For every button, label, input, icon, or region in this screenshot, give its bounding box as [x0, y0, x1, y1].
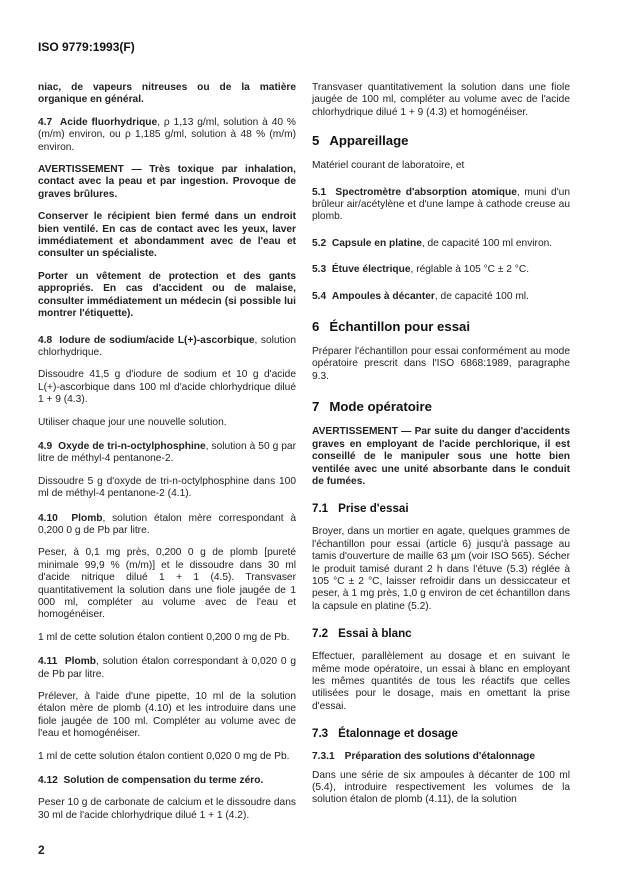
right-column: [312, 82, 570, 817]
clause-5-2: [312, 238, 570, 250]
section-number: 7: [312, 399, 320, 415]
clause-number: 5.1: [312, 186, 327, 198]
section-5-heading: [312, 133, 570, 148]
clause-title: Spectromètre d'absorption atomique: [335, 186, 517, 198]
continued-paragraph: niac, de vapeurs nitreuses ou de la matière organique en général.: [38, 82, 296, 106]
paragraph: Dans une série de six ampoules à décanter de 100 ml (5.4), introduire respectivement les volumes de la solution étalon de plomb (4.11), de la solution: [312, 769, 570, 806]
document-header: ISO 9779:1993(F): [38, 40, 135, 54]
paragraph: Prélever, à l'aide d'une pipette, 10 ml de la solution étalon mère de plomb (4.10) et les introduire dans une fiole jaugée de 100 ml. Compléter au volume avec de l'eau et homogénéiser.: [38, 691, 296, 740]
clause-4-12: [38, 775, 296, 787]
clause-number: 5.4: [312, 290, 327, 302]
clause-number: 4.10: [38, 512, 58, 524]
section-title: Mode opératoire: [329, 399, 432, 415]
clause-title: Capsule en platine: [331, 237, 422, 249]
paragraph: Broyer, dans un mortier en agate, quelques grammes de l'échantillon pour essai (article 6) jusqu'à passage au tamis d'ouverture de maille 63 µm (voir ISO 565). Sécher le produit tamisé durant 2 h dans l'étuve (5.3) réglée à 105 °C ± 2 °C, laisser refroidir dans un dessiccateur et peser, à 1 mg près, 1,0 g environ de cet échantillon dans la capsule en platine (5.2).: [312, 526, 570, 612]
clause-number: 4.9: [38, 440, 53, 452]
clause-title: Acide fluorhydrique: [59, 116, 158, 128]
section-number: 5: [312, 133, 320, 149]
section-7-2-heading: [312, 627, 570, 641]
paragraph: Peser, à 0,1 mg près, 0,200 0 g de plomb [pureté minimale 99,9 % (m/m)] et le dissoudre dans 30 ml d'acide nitrique dilué 1 + 1 (4.5). Transvaser quantitativement la solution dans une fiole jaugée de 1 000 ml, compléter au volume avec de l'eau et homogénéiser.: [38, 547, 296, 621]
clause-number: 5.3: [312, 264, 327, 276]
continued-paragraph: Transvaser quantitativement la solution dans une fiole jaugée de 100 ml, compléter au volume avec de l'acide chlorhydrique dilué 1 + 9 (4.3) et homogénéiser.: [312, 82, 570, 118]
section-7-1-heading: [312, 502, 570, 516]
paragraph: Dissoudre 5 g d'oxyde de tri-n-octylphosphine dans 100 ml de méthyl-4 pentanone-2 (4.1).: [38, 475, 296, 500]
clause-5-3: [312, 264, 570, 276]
clause-text: , ρ 1,13 g/ml, solution à 40 % (m/m) environ, ou ρ 1,185 g/ml, solution à 48 % (m/m) environ.: [38, 116, 296, 153]
section-title: Préparation des solutions d'étalonnage: [344, 751, 536, 763]
clause-5-1: [312, 187, 570, 224]
clause-text: , de capacité 100 ml environ.: [421, 237, 553, 249]
paragraph: Matériel courant de laboratoire, et: [312, 160, 465, 172]
paragraph: Dissoudre 41,5 g d'iodure de sodium et 10 g d'acide L(+)-ascorbique dans 100 ml d'acide chlorhydrique dilué 1 + 9 (4.3).: [38, 369, 296, 406]
section-7-3-1-heading: [312, 751, 570, 763]
clause-text: , de capacité 100 ml.: [434, 290, 529, 302]
section-number: 7.3.1: [312, 751, 335, 763]
paragraph: 1 ml de cette solution étalon contient 0,020 0 mg de Pb.: [38, 750, 290, 762]
paragraph: Préparer l'échantillon pour essai conformément au mode opératoire prescrit dans l'ISO 6868:1989, paragraphe 9.3.: [312, 346, 570, 382]
clause-4-10: [38, 513, 296, 538]
clause-text: , muni d'un brûleur air/acétylène et d'une lampe à cathode creuse au plomb.: [312, 186, 570, 223]
warning-protection: Porter un vêtement de protection et des gants appropriés. En cas d'accident ou de malaise, consulter immédiatement un médecin (si possible lui montrer l'étiquette).: [38, 270, 296, 320]
paragraph: Effectuer, parallèlement au dosage et en suivant le même mode opératoire, un essai à blanc en employant les mêmes quantités de tous les réactifs que celles utilisées pour le dosage, mais en omettant la prise d'essai.: [312, 651, 570, 712]
section-title: Essai à blanc: [338, 627, 412, 641]
clause-title: Plomb: [71, 512, 103, 524]
paragraph: Utiliser chaque jour une nouvelle solution.: [38, 416, 227, 428]
page-number: 2: [38, 843, 45, 857]
clause-number: 4.8: [38, 334, 53, 346]
clause-title: Solution de compensation du terme zéro.: [63, 775, 264, 787]
clause-number: 5.2: [312, 237, 327, 249]
clause-title: Ampoules à décanter: [331, 290, 435, 302]
section-7-heading: [312, 399, 570, 414]
section-6-heading: [312, 319, 570, 334]
clause-number: 4.11: [38, 656, 58, 668]
clause-text: , solution étalon mère correspondant à 0,200 0 g de Pb par litre.: [38, 512, 297, 536]
section-number: 7.2: [312, 627, 329, 641]
section-title: Appareillage: [329, 133, 409, 149]
clause-5-4: [312, 291, 570, 303]
clause-4-7: [38, 117, 296, 154]
section-7-3-heading: [312, 727, 570, 741]
left-column: [38, 82, 296, 832]
clause-text: , solution étalon correspondant à 0,020 0 g de Pb par litre.: [38, 656, 296, 680]
clause-4-8: [38, 335, 296, 360]
paragraph: 1 ml de cette solution étalon contient 0,200 0 mg de Pb.: [38, 631, 290, 643]
clause-number: 4.12: [38, 775, 58, 787]
section-number: 7.3: [312, 727, 329, 741]
warning-perchloric: AVERTISSEMENT — Par suite du danger d'accidents graves en employant de l'acide perchlorique, il est conseillé de le manipuler sous une hotte bien ventilée avec une unité absorbante dans le conduit de fumées.: [312, 426, 570, 487]
clause-title: Étuve électrique: [331, 264, 411, 276]
section-title: Étalonnage et dosage: [338, 727, 458, 741]
section-number: 7.1: [312, 502, 329, 516]
warning-storage: Conserver le récipient bien fermé dans un endroit bien ventilé. En cas de contact avec les yeux, laver immédiatement et abondamment avec de l'eau et consulter un spécialiste.: [38, 211, 296, 260]
section-title: Échantillon pour essai: [329, 319, 471, 335]
clause-text: , réglable à 105 °C ± 2 °C.: [410, 264, 530, 276]
clause-text: , solution chlorhydrique.: [38, 334, 296, 358]
clause-number: 4.7: [38, 116, 53, 128]
clause-title: Oxyde de tri-n-octylphosphine: [58, 440, 206, 452]
warning-toxicity: AVERTISSEMENT — Très toxique par inhalation, contact avec la peau et par ingestion. Provoque de graves brûlures.: [38, 164, 296, 200]
section-title: Prise d'essai: [338, 502, 409, 516]
clause-4-9: [38, 441, 296, 466]
clause-4-11: [38, 656, 296, 681]
clause-title: Iodure de sodium/acide L(+)-ascorbique: [59, 334, 255, 346]
clause-text: , solution à 50 g par litre de méthyl-4 pentanone-2.: [38, 440, 296, 465]
paragraph: Peser 10 g de carbonate de calcium et le dissoudre dans 30 ml de l'acide chlorhydrique dilué 1 + 1 (4.2).: [38, 797, 296, 821]
clause-title: Plomb: [64, 656, 97, 668]
section-number: 6: [312, 319, 320, 335]
